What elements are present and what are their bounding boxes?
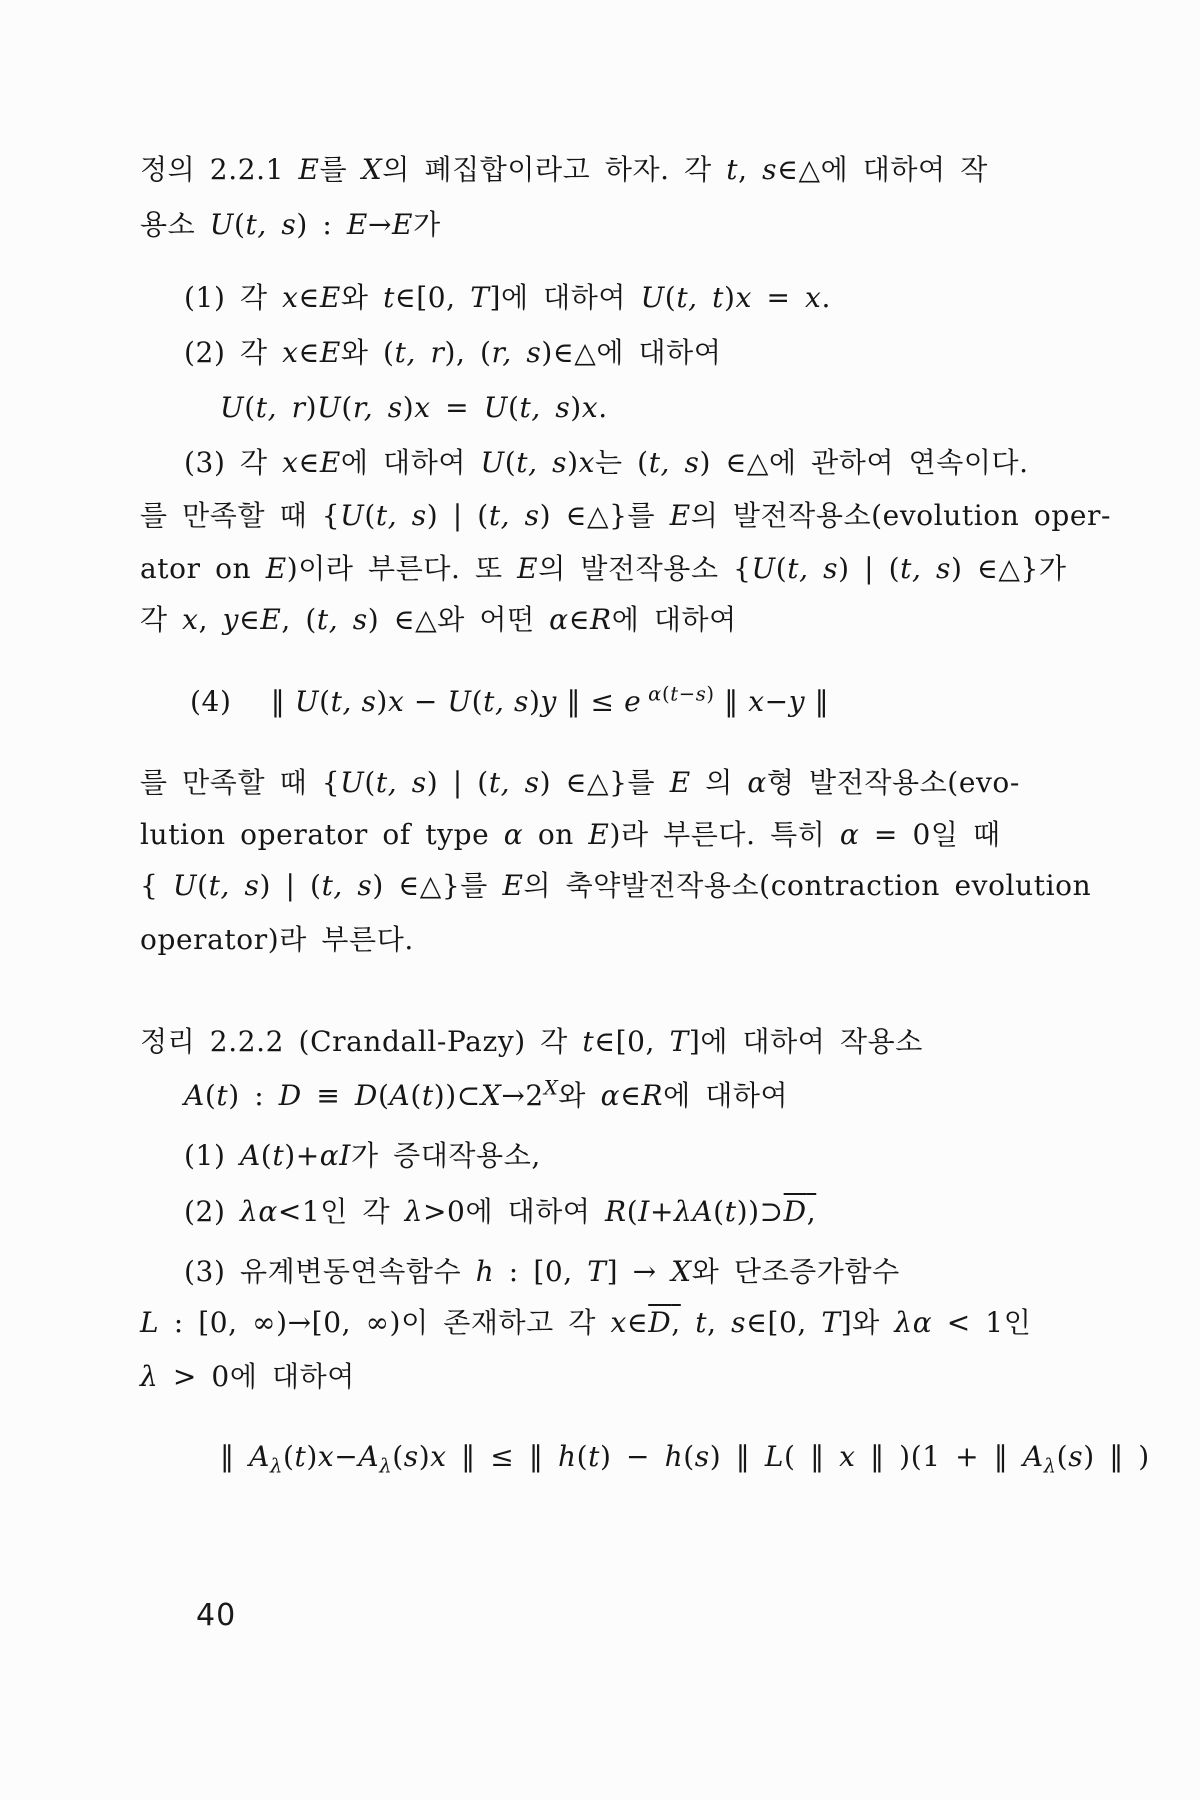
equation-cocycle: U(t, r)U(r, s)x = U(t, s)x.	[220, 391, 608, 424]
equation-lipschitz: ‖ $A_\lambda(t)x-A_\lambda(s)x$ ‖ ≤ ‖ h(t) − h(s) ‖ L( ‖ x ‖ )(1 + ‖ $A_\lambda(s)$ ‖ )	[220, 1440, 1150, 1478]
text-line: ator on E)이라 부른다. 또 E의 발전작용소 {U(t, s) | (t, s) ∈△}가	[140, 552, 1067, 585]
text-line-item-3: (3) 유계변동연속함수 h : [0, T] → X와 단조증가함수	[184, 1255, 900, 1288]
equation-4-formula: ‖ U(t, s)x − U(t, s)y ‖ ≤ e $^{\alpha(t-s)}$ ‖ x−y ‖	[270, 682, 830, 718]
text-line: lution operator of type α on E)라 부른다. 특히 α = 0일 때	[140, 818, 1001, 851]
text-line-item-2: (2) 각 x∈E와 (t, r), (r, s)∈△에 대하여	[184, 336, 722, 369]
text-line: operator)라 부른다.	[140, 923, 414, 956]
equation-4	[140, 682, 960, 722]
text-line-item-1: (1) A(t)+αI가 증대작용소,	[184, 1139, 541, 1172]
equation-operator-domain: A(t) : $D \equiv D(A(t))\subset X\to 2^X$와 α∈R에 대하여	[184, 1076, 789, 1112]
text-line-item-1: (1) 각 x∈E와 t∈[0, T]에 대하여 U(t, t)x = x.	[184, 281, 831, 314]
text-line: 를 만족할 때 {U(t, s) | (t, s) ∈△}를 E 의 α형 발전작용소(evo-	[140, 766, 1020, 799]
text-line-theorem-222: 정리 2.2.2 (Crandall-Pazy) 각 t∈[0, T]에 대하여 작용소	[140, 1025, 923, 1058]
text-line: L : [0, ∞)→[0, ∞)이 존재하고 각 x∈D, t, s∈[0, T]와 λα < 1인	[140, 1306, 1032, 1339]
text-line-definition-221: 정의 2.2.1 E를 X의 폐집합이라고 하자. 각 t, s∈△에 대하여 작	[140, 153, 988, 186]
text-line: { U(t, s) | (t, s) ∈△}를 E의 축약발전작용소(contraction evolution	[140, 869, 1092, 902]
text-line: 용소 U(t, s) : E→E가	[140, 208, 441, 241]
text-line-item-2: (2) λα<1인 각 λ>0에 대하여 R(I+λA(t))⊃D,	[184, 1195, 817, 1228]
text-line-item-3: (3) 각 x∈E에 대하여 U(t, s)x는 (t, s) ∈△에 관하여 연속이다.	[184, 446, 1029, 479]
text-line: λ > 0에 대하여	[140, 1360, 355, 1393]
equation-4-number: (4)	[190, 685, 232, 718]
text-line: 각 x, y∈E, (t, s) ∈△와 어떤 α∈R에 대하여	[140, 603, 737, 636]
text-line: 를 만족할 때 {U(t, s) | (t, s) ∈△}를 E의 발전작용소(evolution oper-	[140, 499, 1112, 532]
page-number: 40	[196, 1598, 237, 1633]
